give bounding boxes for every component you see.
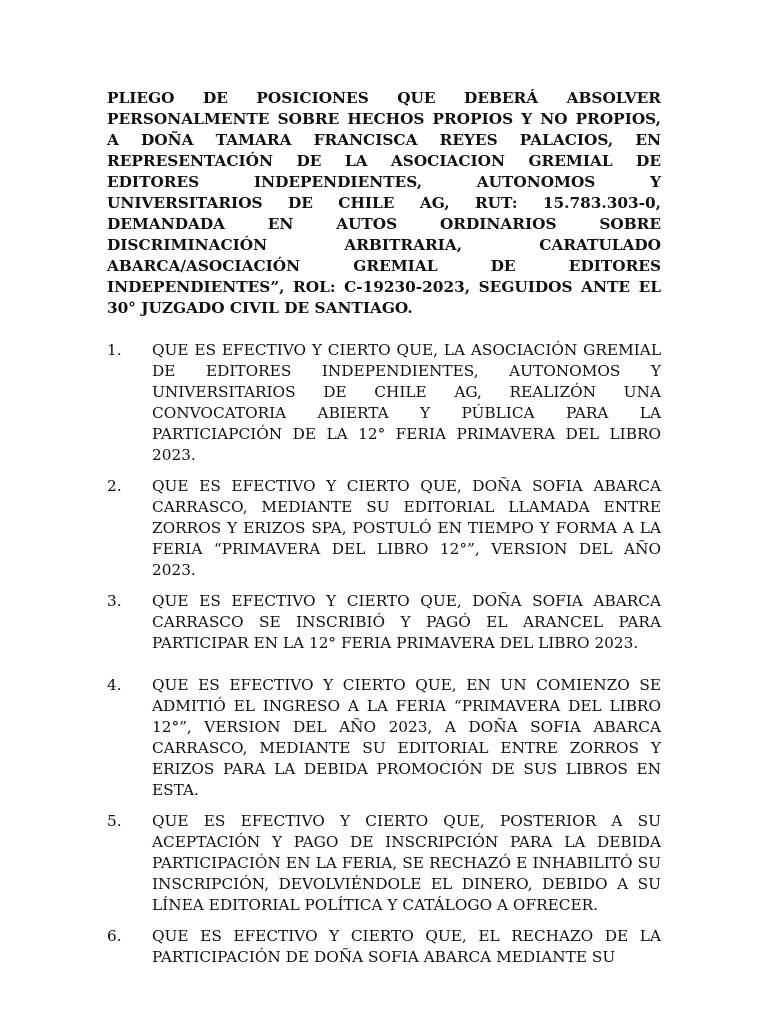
position-item-1 — [107, 340, 661, 466]
position-item-6 — [107, 926, 661, 968]
position-item-2 — [107, 476, 661, 581]
position-item-3 — [107, 591, 661, 654]
position-number: 5. — [107, 812, 122, 830]
position-text: QUE ES EFECTIVO Y CIERTO QUE, EL RECHAZO DE LA PARTICIPACIÓN DE DOÑA SOFIA ABARCA MEDIANTE SU — [152, 927, 661, 966]
position-text: QUE ES EFECTIVO Y CIERTO QUE, DOÑA SOFIA ABARCA CARRASCO, MEDIANTE SU EDITORIAL LLAMADA ENTRE ZORROS Y ERIZOS SPA, POSTULÓ EN TIEMPO Y FORMA A LA FERIA “PRIMAVERA DEL LIBRO 12°”, VERSION DEL AÑO 2023. — [152, 477, 661, 579]
position-item-4 — [107, 675, 661, 801]
position-number: 4. — [107, 676, 122, 694]
position-number: 3. — [107, 592, 122, 610]
position-number: 6. — [107, 927, 122, 945]
position-text: QUE ES EFECTIVO Y CIERTO QUE, LA ASOCIACIÓN GREMIAL DE EDITORES INDEPENDIENTES, AUTONOMOS Y UNIVERSITARIOS DE CHILE AG, REALIZÓN UNA CONVOCATORIA ABIERTA Y PÚBLICA PARA LA PARTICIAPCIÓN DE LA 12° FERIA PRIMAVERA DEL LIBRO 2023. — [152, 341, 661, 464]
positions-list — [107, 340, 661, 978]
document-heading: PLIEGO DE POSICIONES QUE DEBERÁ ABSOLVER PERSONALMENTE SOBRE HECHOS PROPIOS Y NO PROPIOS, A DOÑA TAMARA FRANCISCA REYES PALACIOS, EN REPRESENTACIÓN DE LA ASOCIACION GREMIAL DE EDITORES INDEPENDIENTES, AUTONOMOS Y UNIVERSITARIOS DE CHILE AG, RUT: 15.783.303-0, DEMANDADA EN AUTOS ORDINARIOS SOBRE DISCRIMINACIÓN ARBITRARIA, CARATULADO ABARCA/ASOCIACIÓN GREMIAL DE EDITORES INDEPENDIENTES”, ROL: C-19230-2023, SEGUIDOS ANTE EL 30° JUZGADO CIVIL DE SANTIAGO. — [107, 89, 661, 317]
position-text: QUE ES EFECTIVO Y CIERTO QUE, EN UN COMIENZO SE ADMITIÓ EL INGRESO A LA FERIA “PRIMAVERA DEL LIBRO 12°”, VERSION DEL AÑO 2023, A DOÑA SOFIA ABARCA CARRASCO, MEDIANTE SU EDITORIAL ENTRE ZORROS Y ERIZOS PARA LA DEBIDA PROMOCIÓN DE SUS LIBROS EN ESTA. — [152, 676, 661, 799]
position-item-5 — [107, 811, 661, 916]
position-text: QUE ES EFECTIVO Y CIERTO QUE, DOÑA SOFIA ABARCA CARRASCO SE INSCRIBIÓ Y PAGÓ EL ARANCEL PARA PARTICIPAR EN LA 12° FERIA PRIMAVERA DEL LIBRO 2023. — [152, 592, 661, 652]
position-number: 1. — [107, 341, 122, 359]
position-text: QUE ES EFECTIVO Y CIERTO QUE, POSTERIOR A SU ACEPTACIÓN Y PAGO DE INSCRIPCIÓN PARA LA DEBIDA PARTICIPACIÓN EN LA FERIA, SE RECHAZÓ E INHABILITÓ SU INSCRIPCIÓN, DEVOLVIÉNDOLE EL DINERO, DEBIDO A SU LÍNEA EDITORIAL POLÍTICA Y CATÁLOGO A OFRECER. — [152, 812, 661, 914]
position-number: 2. — [107, 477, 122, 495]
document-page — [107, 88, 661, 966]
